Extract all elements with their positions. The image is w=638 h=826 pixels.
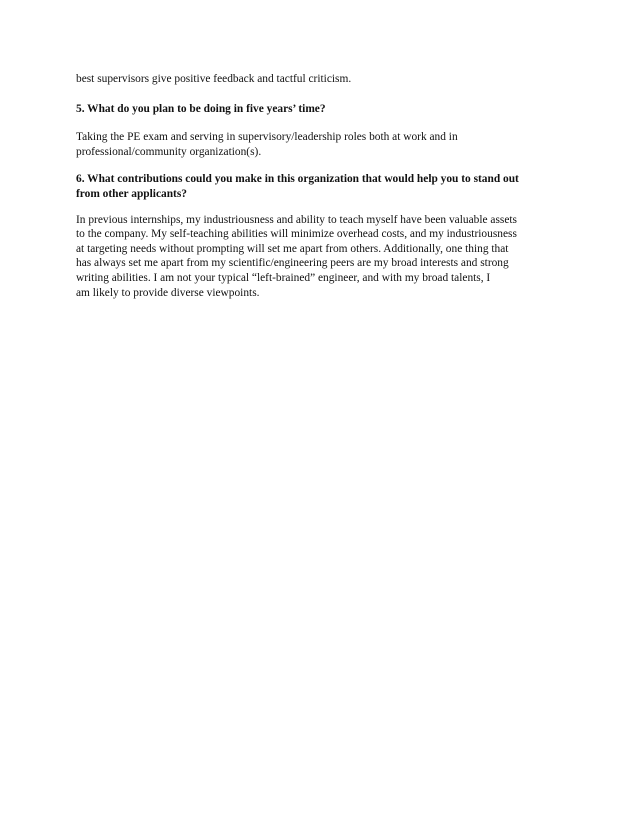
intro-paragraph (76, 72, 576, 87)
answer-line: writing abilities. I am not your typical “left-brained” engineer, and with my broad talents, I (76, 271, 491, 284)
answer-line: am likely to provide diverse viewpoints. (76, 286, 260, 299)
answer-line: at targeting needs without prompting will set me apart from others. Additionally, one thing that (76, 242, 509, 255)
question-6-answer (76, 213, 576, 301)
answer-line: has always set me apart from my scientific/engineering peers are my broad interests and strong (76, 257, 509, 270)
intro-line: best supervisors give positive feedback and tactful criticism. (76, 73, 352, 85)
document-body (76, 72, 576, 300)
question-6-heading (76, 172, 576, 201)
answer-line: to the company. My self-teaching abilities will minimize overhead costs, and my industriousness (76, 228, 517, 241)
heading-line: 6. What contributions could you make in this organization that would help you to stand out (76, 173, 519, 186)
answer-line: professional/community organization(s). (76, 145, 262, 158)
answer-line: In previous internships, my industriousness and ability to teach myself have been valuable assets (76, 213, 517, 226)
heading-line: from other applicants? (76, 187, 187, 200)
question-5-answer (76, 130, 576, 159)
question-5-heading: 5. What do you plan to be doing in five years’ time? (76, 102, 326, 115)
answer-line: Taking the PE exam and serving in supervisory/leadership roles both at work and in (76, 131, 458, 144)
